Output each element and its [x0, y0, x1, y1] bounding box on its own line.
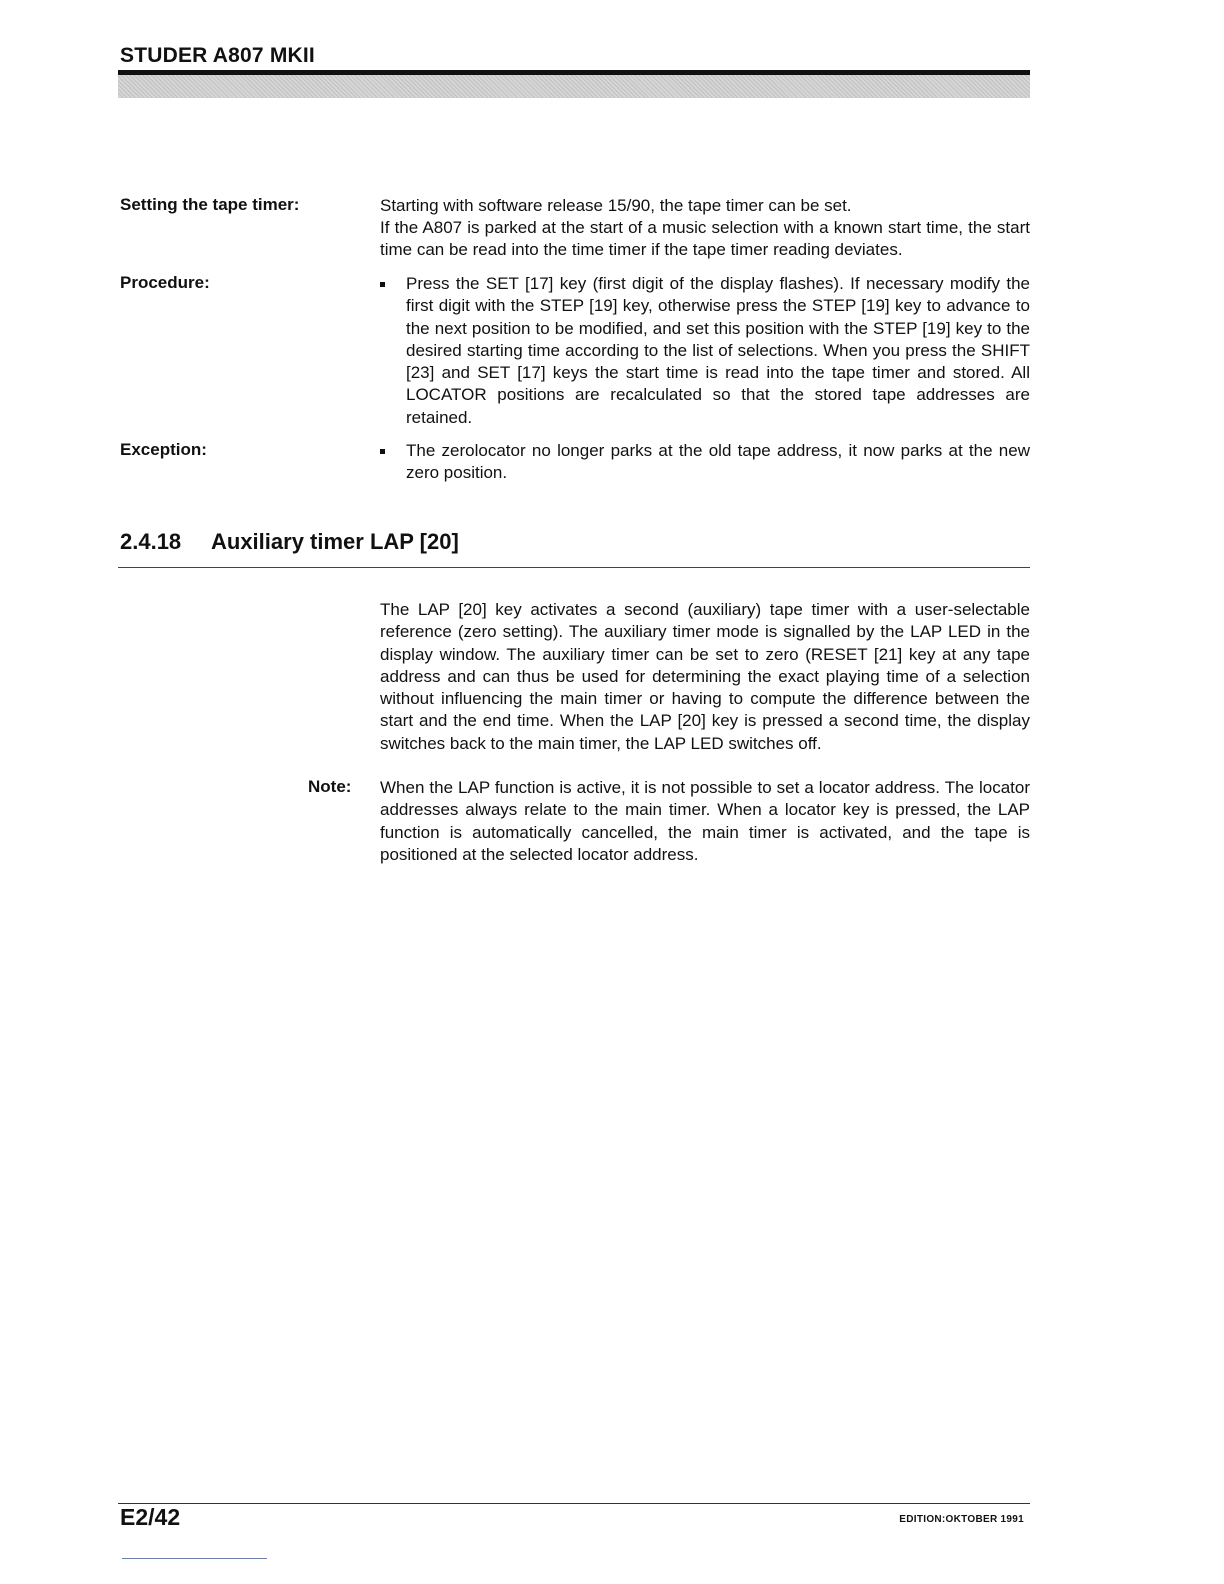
bullet-square-icon: [380, 282, 385, 287]
procedure-text: Press the SET [17] key (first digit of the display flashes). If necessary modify the first digit with the STEP [19] key, otherwise press the STEP [19] key to advance to the next position to be modified, and set this position with the STEP [19] key to the desired starting time according to the list of selections. When you press the SHIFT [23] and SET [17] keys the start time is read into the tape timer and stored. All LOCATOR positions are recalculated so that the stored tape addresses are retained.: [406, 274, 1030, 427]
exception-bullet: [380, 440, 1030, 485]
tape-timer-line-1: Starting with software release 15/90, the tape timer can be set.: [380, 196, 852, 215]
section-title: Auxiliary timer LAP [20]: [211, 529, 459, 554]
section-paragraph: The LAP [20] key activates a second (auxiliary) tape timer with a user-selectable reference (zero setting). The auxiliary timer mode is signalled by the LAP LED in the display window. The auxiliary timer can be set to zero (RESET [21] key at any tape address and can thus be used for determining the exact playing time of a selection without influencing the main timer or having to compute the difference between the start and the end time. When the LAP [20] key is pressed a second time, the display switches back to the main timer, the LAP LED switches off.: [380, 600, 1030, 753]
note-text: When the LAP function is active, it is not possible to set a locator address. The locator addresses always relate to the main timer. When a locator key is pressed, the LAP function is automatically cancelled, the main timer is activated, and the tape is positioned at the selected locator address.: [380, 778, 1030, 864]
section-divider: [118, 567, 1030, 568]
document-header-title: STUDER A807 MKII: [120, 44, 315, 67]
tape-timer-label: Setting the tape timer:: [120, 195, 300, 214]
section-heading: [120, 529, 459, 555]
edition-note: EDITION:OKTOBER 1991: [899, 1514, 1024, 1525]
page-number: E2/42: [120, 1504, 181, 1530]
section-number: 2.4.18: [120, 529, 182, 554]
footer-divider: [118, 1503, 1030, 1504]
footer-underline: [122, 1558, 267, 1559]
tape-timer-line-2: If the A807 is parked at the start of a music selection with a known start time, the start time can be read into the time timer if the tape timer reading deviates.: [380, 218, 1030, 260]
procedure-bullet: [380, 273, 1030, 429]
procedure-label: Procedure:: [120, 273, 210, 292]
note-label: Note:: [308, 777, 352, 796]
exception-text: The zerolocator no longer parks at the old tape address, it now parks at the new zero position.: [406, 441, 1030, 483]
header-band: [118, 70, 1030, 98]
bullet-square-icon: [380, 449, 385, 454]
exception-label: Exception:: [120, 440, 207, 459]
